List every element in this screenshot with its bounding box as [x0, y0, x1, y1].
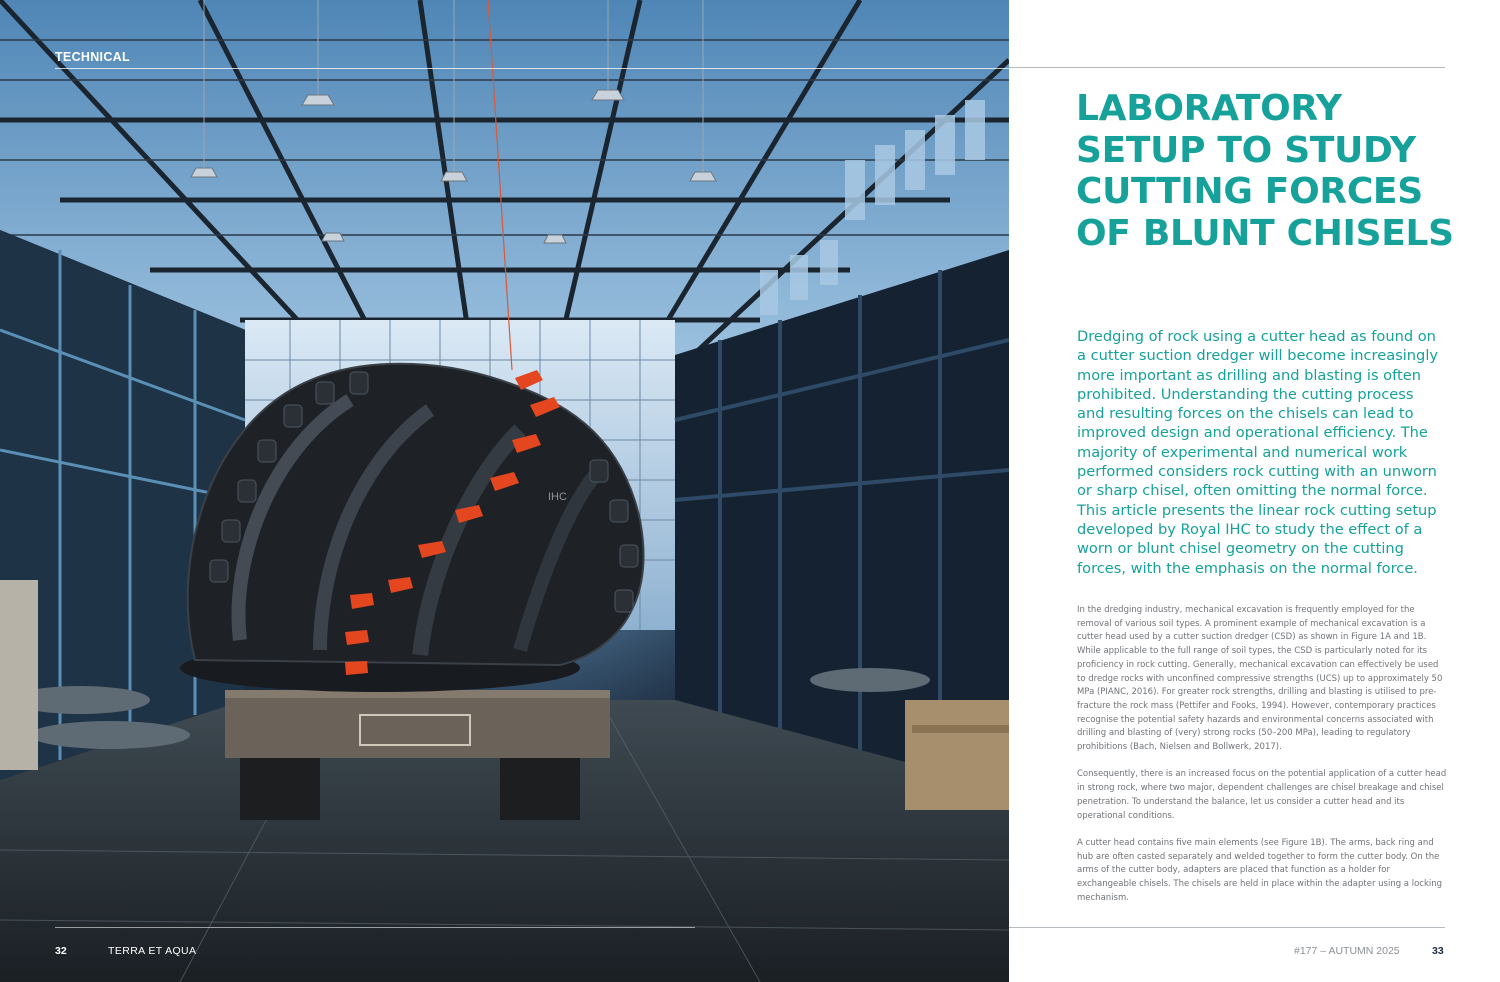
- body-paragraph: In the dredging industry, mechanical excavation is frequently employed for the removal of various soil types. A prominent example of mechanical excavation is a cutter head used by a cutter suction dredger (CSD) as shown in Figure 1A and 1B. While applicable to the full range of soil types, the CSD is particularly noted for its proficiency in rock cutting. Generally, mechanical excavation can effectively be used to dredge rocks with unconfined compressive strengths (UCS) up to approximately 50 MPa (PIANC, 2016). For greater rock strengths, drilling and blasting is utilised to pre-fracture the rock mass (Pettifer and Fooks, 1994). However, contemporary practices recognise the potential safety hazards and environmental concerns associated with drilling and blasting of (very) strong rocks (50–200 MPa), leading to regulatory prohibitions (Bach, Nielsen and Bollwerk, 2017).: [1077, 605, 1443, 753]
- section-label: TECHNICAL: [55, 50, 130, 64]
- article-headline: LABORATORY SETUP TO STUDY CUTTING FORCES OF BLUNT CHISELS: [1076, 88, 1454, 254]
- bottom-rule-left: [55, 927, 695, 928]
- body-paragraph: A cutter head contains five main elements (see Figure 1B). The arms, back ring and hub are often casted separately and welded together to form the cutter body. On the arms of the cutter body, adapters are placed that function as a holder for exchangeable chisels. The chisels are held in place within the adapter using a locking mechanism.: [1077, 837, 1443, 903]
- article-body: [1077, 604, 1447, 919]
- issue-label: #177 – AUTUMN 2025: [1294, 945, 1400, 957]
- body-paragraph: Consequently, there is an increased focus on the potential application of a cutter head in strong rock, where two major, dependent challenges are chisel breakage and chisel penetration. To understand the balance, let us consider a cutter head and its operational conditions.: [1077, 769, 1447, 821]
- top-rule-left: [55, 68, 1009, 69]
- publication-name: TERRA ET AQUA: [108, 945, 197, 957]
- crate-text: IHC: [548, 491, 567, 503]
- page-number-right: 33: [1432, 945, 1444, 957]
- bottom-rule-right: [1009, 927, 1445, 928]
- top-rule-right: [1009, 67, 1445, 68]
- page-number-left: 32: [55, 945, 67, 957]
- article-intro: Dredging of rock using a cutter head as found on a cutter suction dredger will become increasingly more important as drilling and blasting is often prohibited. Understanding the cutting process and resulting forces on the chisels can lead to improved design and operational efficiency. The majority of experimental and numerical work performed considers rock cutting with an unworn or sharp chisel, often omitting the normal force. This article presents the linear rock cutting setup developed by Royal IHC to study the effect of a worn or blunt chisel geometry on the cutting forces, with the emphasis on the normal force.: [1077, 328, 1439, 577]
